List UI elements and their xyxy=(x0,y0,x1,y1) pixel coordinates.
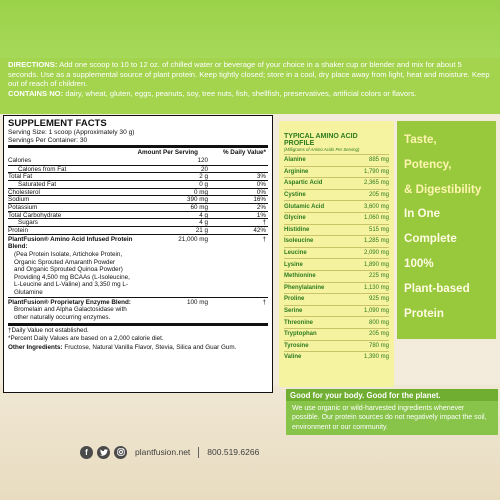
facts-amount: 120 xyxy=(197,156,208,164)
amino-name: Tyrosine xyxy=(284,342,309,349)
facts-nutrient: Calories from Fat xyxy=(18,165,67,173)
protein-blend-lines xyxy=(8,251,138,297)
amino-row xyxy=(284,212,389,224)
facts-nutrient: Sodium xyxy=(8,196,30,204)
facts-amount: 390 mg xyxy=(186,196,208,204)
amino-title: TYPICAL AMINO ACID PROFILE xyxy=(284,133,358,147)
blend-line: Providing 4,500 mg BCAAs (L-Isoleucine, xyxy=(14,273,130,281)
facts-footnotes xyxy=(8,323,268,342)
taste-line: In One xyxy=(404,207,441,221)
footnote-dv: †Daily Value not established. xyxy=(8,327,89,335)
amino-row xyxy=(284,328,389,340)
good-for-heading: Good for your body. Good for the planet. xyxy=(286,389,498,403)
amino-row xyxy=(284,258,389,270)
amino-name: Alanine xyxy=(284,157,306,164)
servings-per-container: Servings Per Container: 30 xyxy=(8,136,88,144)
facts-dv: 3% xyxy=(256,173,266,181)
amino-row xyxy=(284,305,389,317)
amino-value: 205 mg xyxy=(368,331,389,338)
amino-name: Glutamic Acid xyxy=(284,203,325,210)
amino-value: 1,890 mg xyxy=(363,261,389,268)
dv-header: % Daily Value* xyxy=(222,149,266,157)
facts-nutrient: Total Fat xyxy=(8,173,33,181)
amino-name: Valine xyxy=(284,354,302,361)
facebook-icon[interactable]: f xyxy=(80,446,93,459)
amino-row xyxy=(284,154,389,166)
amino-row xyxy=(284,200,389,212)
protein-blend-dv: † xyxy=(262,235,266,243)
amino-row xyxy=(284,293,389,305)
contains-body: dairy, wheat, gluten, eggs, peanuts, soy, tree nuts, fish, shellfish, preservatives, artificial colors or flavors. xyxy=(65,88,417,98)
protein-blend xyxy=(8,234,268,297)
amino-name: Aspartic Acid xyxy=(284,180,323,187)
facts-row xyxy=(8,203,268,211)
facts-amount: 0 mg xyxy=(194,188,208,196)
amino-name: Leucine xyxy=(284,250,307,257)
amino-value: 205 mg xyxy=(368,192,389,199)
blend-line: L-Leucine and L-Valine) and 3,350 mg L-Glutamine xyxy=(14,281,129,296)
amino-value: 780 mg xyxy=(368,342,389,349)
facts-nutrient: Protein xyxy=(8,227,28,235)
amino-name: Serine xyxy=(284,308,303,315)
blend-line: (Pea Protein Isolate, Artichoke Protein, xyxy=(14,250,123,258)
amino-subtitle: (Milligrams of Amino Acids Per Serving) xyxy=(284,147,360,152)
amino-name: Phenylalanine xyxy=(284,284,325,291)
amino-row xyxy=(284,282,389,294)
facts-row xyxy=(8,211,268,219)
amino-value: 925 mg xyxy=(368,296,389,303)
amino-row xyxy=(284,235,389,247)
facts-rule xyxy=(8,145,268,148)
amino-value: 3,600 mg xyxy=(363,203,389,210)
twitter-icon[interactable] xyxy=(97,446,110,459)
facts-dv: 42% xyxy=(253,227,266,235)
facts-nutrient: Total Carbohydrate xyxy=(8,211,62,219)
footer-contact xyxy=(80,444,259,460)
amino-row xyxy=(284,340,389,352)
amino-name: Glycine xyxy=(284,215,306,222)
facts-nutrient: Sugars xyxy=(18,219,38,227)
directions-label: DIRECTIONS: xyxy=(8,60,58,69)
protein-blend-name: PlantFusion® Amino Acid Infused Protein Blend: xyxy=(8,235,133,251)
facts-nutrient: Saturated Fat xyxy=(18,180,57,188)
facts-amount: 20 xyxy=(200,165,208,173)
enzyme-blend-name: PlantFusion® Proprietary Enzyme Blend: xyxy=(8,298,131,306)
directions-text-block xyxy=(8,60,494,98)
amino-row xyxy=(284,177,389,189)
blend-line: other naturally occurring enzymes. xyxy=(14,313,111,321)
other-ingredients-text: Fructose, Natural Vanilla Flavor, Stevia, Silica and Guar Gum. xyxy=(64,344,237,352)
facts-amount: 0 g xyxy=(199,180,208,188)
amino-row xyxy=(284,316,389,328)
facts-row xyxy=(8,165,268,173)
facts-dv: † xyxy=(262,219,266,227)
facts-rows xyxy=(8,157,268,234)
amino-row xyxy=(284,189,389,201)
footer-divider xyxy=(198,447,199,458)
serving-size: Serving Size: 1 scoop (Approximately 30 g) xyxy=(8,129,135,136)
facts-amount: 2 g xyxy=(199,173,208,181)
facts-amount: 4 g xyxy=(199,219,208,227)
amino-value: 1,130 mg xyxy=(363,284,389,291)
directions-body: Add one scoop to 10 to 12 oz. of chilled water or beverage of your choice in a shaker cup or blender and mix for about 5 seconds. Use as a supplemental source of plant protein. Keep tightly closed; store in a cool, dry place away from light, heat and moisture. Keep out of reach of children. xyxy=(8,60,490,89)
other-ingredients-label: Other Ingredients: xyxy=(8,344,63,352)
facts-row xyxy=(8,188,268,196)
amino-name: Proline xyxy=(284,296,305,303)
facts-row xyxy=(8,195,268,203)
facts-row xyxy=(8,226,268,234)
facts-header-row xyxy=(8,149,268,157)
facts-nutrient: Calories xyxy=(8,156,32,164)
amino-name: Arginine xyxy=(284,168,309,175)
facts-row xyxy=(8,180,268,188)
taste-tagline xyxy=(404,128,494,326)
amino-value: 1,390 mg xyxy=(363,354,389,361)
enzyme-blend xyxy=(8,297,268,322)
facts-dv: 1% xyxy=(256,211,266,219)
amino-value: 1,790 mg xyxy=(363,168,389,175)
instagram-icon[interactable] xyxy=(114,446,127,459)
blend-line: Organic Sprouted Amaranth Powder xyxy=(14,258,116,266)
amino-row xyxy=(284,270,389,282)
amino-rows xyxy=(284,154,389,363)
amino-value: 800 mg xyxy=(368,319,389,326)
facts-dv: 0% xyxy=(256,180,266,188)
taste-line: Taste, xyxy=(404,133,437,146)
amount-header: Amount Per Serving xyxy=(137,149,198,157)
facts-nutrient: Cholesterol xyxy=(8,188,40,196)
facts-row xyxy=(8,218,268,226)
taste-line: Protein xyxy=(404,306,444,320)
amino-value: 515 mg xyxy=(368,226,389,233)
website-link[interactable]: plantfusion.net xyxy=(135,447,191,457)
other-ingredients xyxy=(8,344,268,352)
amino-row xyxy=(284,247,389,259)
facts-title: SUPPLEMENT FACTS xyxy=(8,118,107,129)
enzyme-blend-amount: 100 mg xyxy=(186,298,208,306)
good-for-text: We use organic or wild-harvested ingredients whenever possible. Our protein sources do not negatively impact the soil, environment or our community. xyxy=(286,401,498,435)
taste-line: Potency, xyxy=(404,157,452,171)
amino-value: 225 mg xyxy=(368,273,389,280)
enzyme-blend-lines xyxy=(8,306,138,321)
amino-acid-profile xyxy=(279,121,394,387)
amino-row xyxy=(284,351,389,363)
facts-amount: 4 g xyxy=(199,211,208,219)
footnote-calorie: *Percent Daily Values are based on a 2,000 calorie diet. xyxy=(8,334,164,342)
amino-value: 1,060 mg xyxy=(363,215,389,222)
amino-name: Lysine xyxy=(284,261,303,268)
amino-row xyxy=(284,224,389,236)
taste-line: Plant-based xyxy=(404,281,470,295)
amino-name: Cystine xyxy=(284,192,306,199)
amino-value: 1,285 mg xyxy=(363,238,389,245)
facts-row xyxy=(8,172,268,180)
enzyme-blend-dv: † xyxy=(262,298,266,306)
supplement-facts-panel xyxy=(3,115,273,393)
facts-dv: 0% xyxy=(256,188,266,196)
blend-line: and Organic Sprouted Quinoa Powder) xyxy=(14,266,123,274)
amino-name: Histidine xyxy=(284,226,310,233)
amino-value: 2,365 mg xyxy=(363,180,389,187)
amino-name: Isoleucine xyxy=(284,238,314,245)
amino-value: 1,090 mg xyxy=(363,308,389,315)
facts-nutrient: Potassium xyxy=(8,204,38,211)
facts-row xyxy=(8,157,268,165)
taste-line: Complete xyxy=(404,232,457,246)
taste-line: 100% xyxy=(404,256,434,270)
facts-amount: 21 g xyxy=(195,227,208,235)
amino-name: Methionine xyxy=(284,273,316,280)
protein-blend-amount: 21,000 mg xyxy=(178,235,208,243)
contains-label: CONTAINS NO: xyxy=(8,88,64,98)
facts-dv: 16% xyxy=(253,196,266,204)
amino-name: Threonine xyxy=(284,319,314,326)
taste-line: & Digestibility xyxy=(404,182,482,196)
amino-name: Tryptophan xyxy=(284,331,317,338)
amino-value: 2,090 mg xyxy=(363,250,389,257)
top-green-band xyxy=(0,0,500,62)
phone-number: 800.519.6266 xyxy=(207,447,260,457)
facts-dv: 2% xyxy=(256,204,266,211)
blend-line: Bromelain and Alpha Galactosidase with xyxy=(14,306,127,314)
amino-value: 885 mg xyxy=(368,157,389,164)
amino-row xyxy=(284,166,389,178)
facts-amount: 60 mg xyxy=(190,204,208,211)
